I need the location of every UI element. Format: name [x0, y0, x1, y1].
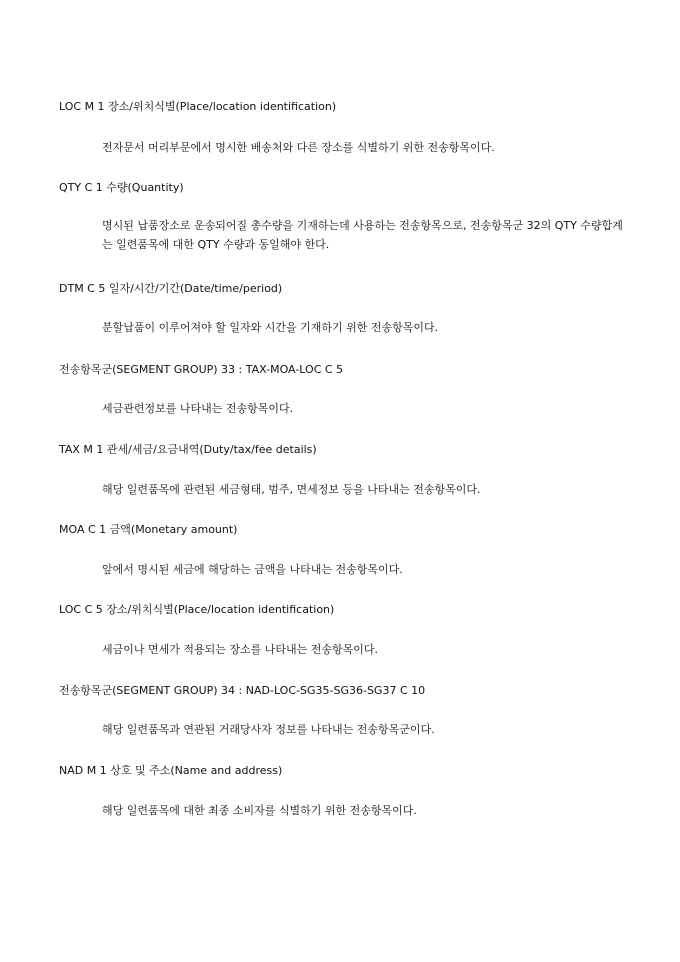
entry-description: 세금관련정보를 나타내는 전송항목이다.: [102, 402, 294, 415]
entry-description: 명시된 납품장소로 운송되어질 총수량을 기재하는데 사용하는 전송항목으로, 전송항목군 32의 QTY 수량합계는 일련품목에 대한 QTY 수량과 동일해야 한다.: [102, 219, 623, 251]
entry-heading: QTY C 1 수량(Quantity): [59, 181, 184, 194]
entry-heading: DTM C 5 일자/시간/기간(Date/time/period): [59, 282, 283, 295]
entry-heading: 전송항목군(SEGMENT GROUP) 33 : TAX-MOA-LOC C 5: [59, 363, 344, 376]
entry-heading: NAD M 1 상호 및 주소(Name and address): [59, 764, 283, 777]
entry-description: 분할납품이 이루어져야 할 일자와 시간을 기재하기 위한 전송항목이다.: [102, 321, 439, 334]
entry-description: 세금이나 면세가 적용되는 장소를 나타내는 전송항목이다.: [102, 643, 379, 656]
entry-description: 해당 일련품목과 연관된 거래당사자 정보를 나타내는 전송항목군이다.: [102, 723, 435, 736]
entry-heading: TAX M 1 관세/세금/요금내역(Duty/tax/fee details): [59, 443, 317, 456]
entry-description: 앞에서 명시된 세금에 해당하는 금액을 나타내는 전송항목이다.: [102, 563, 403, 576]
entry-heading: MOA C 1 금액(Monetary amount): [59, 523, 238, 536]
entry-heading: LOC C 5 장소/위치식별(Place/location identification): [59, 603, 335, 616]
entry-description: 전자문서 머리부문에서 명시한 배송처와 다른 장소를 식별하기 위한 전송항목이다.: [102, 141, 495, 154]
entry-description: 해당 일련품목에 관련된 세금형태, 범주, 면세정보 등을 나타내는 전송항목이다.: [102, 483, 481, 496]
entry-description: 해당 일련품목에 대한 최종 소비자를 식별하기 위한 전송항목이다.: [102, 804, 417, 817]
entry-heading: 전송항목군(SEGMENT GROUP) 34 : NAD-LOC-SG35-SG36-SG37 C 10: [59, 684, 426, 697]
entry-heading: LOC M 1 장소/위치식별(Place/location identification): [59, 100, 337, 113]
